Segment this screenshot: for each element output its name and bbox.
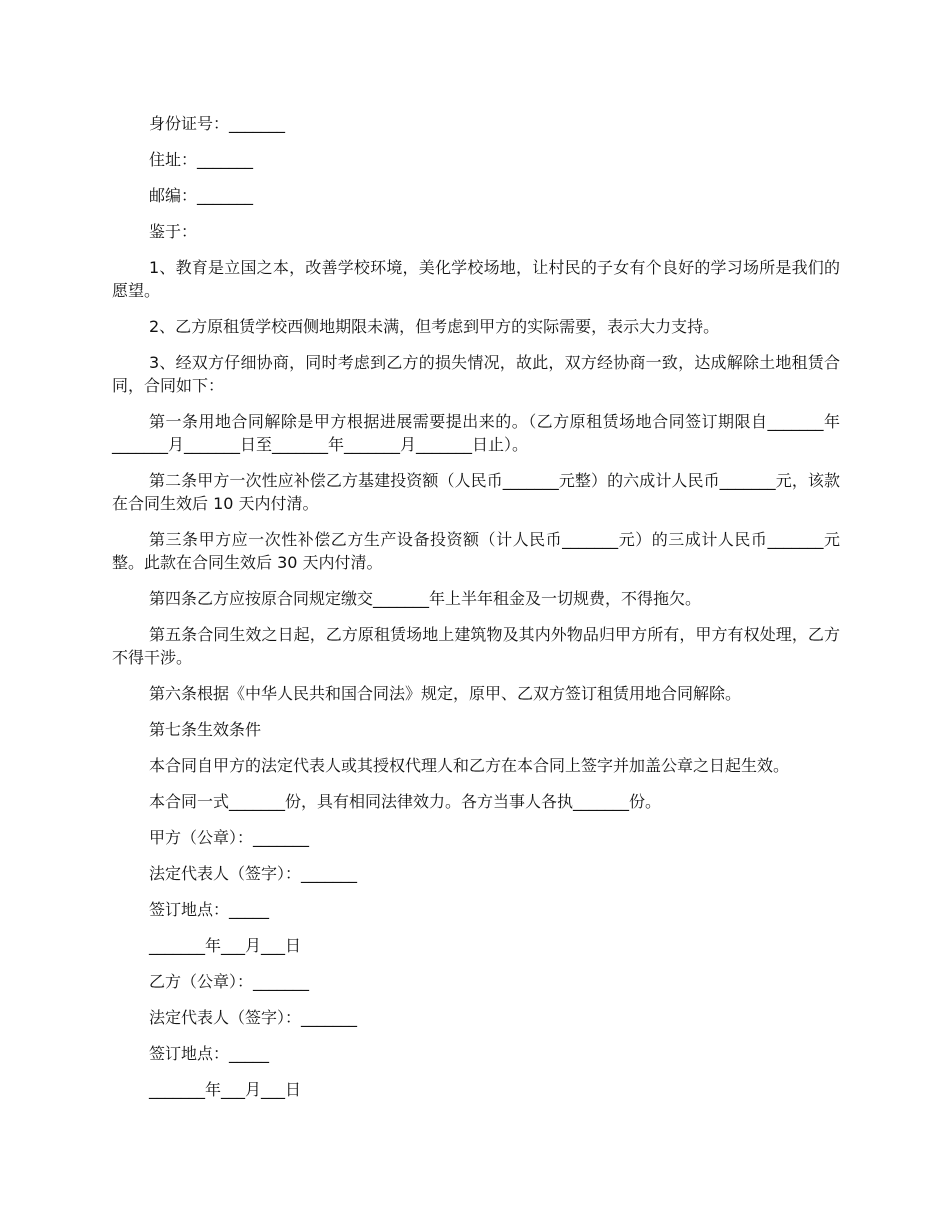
party-a-date-line: _______年___月___日 [149, 936, 302, 955]
article-3: 第三条甲方应一次性补偿乙方生产设备投资额（计人民币_______元）的三成计人民币_______元整。此款在合同生效后 30 天内付清。 [112, 530, 840, 572]
whereas-item-2: 2、乙方原租赁学校西侧地期限未满，但考虑到甲方的实际需要，表示大力支持。 [149, 317, 720, 336]
address-line: 住址：_______ [149, 150, 254, 169]
article-5: 第五条合同生效之日起，乙方原租赁场地上建筑物及其内外物品归甲方所有，甲方有权处理，乙方不得干涉。 [112, 625, 840, 667]
article-7-body: 本合同自甲方的法定代表人或其授权代理人和乙方在本合同上签字并加盖公章之日起生效。 [149, 756, 790, 775]
article-2: 第二条甲方一次性应补偿乙方基建投资额（人民币_______元整）的六成计人民币_______元，该款在合同生效后 10 天内付清。 [112, 471, 840, 513]
party-a-representative-line: 法定代表人（签字）：_______ [149, 864, 358, 883]
article-7-heading: 第七条生效条件 [149, 720, 262, 739]
party-b-signing-place-line: 签订地点：_____ [149, 1044, 270, 1063]
party-a-seal-line: 甲方（公章）：_______ [149, 828, 310, 847]
article-1: 第一条用地合同解除是甲方根据进展需要提出来的。（乙方原租赁场地合同签订期限自_______年_______月_______日至_______年_______月_______日止）。 [112, 412, 840, 454]
whereas-heading: 鉴于： [149, 222, 198, 241]
party-b-seal-line: 乙方（公章）：_______ [149, 972, 310, 991]
party-a-signing-place-line: 签订地点：_____ [149, 900, 270, 919]
whereas-item-3: 3、经双方仔细协商，同时考虑到乙方的损失情况，故此，双方经协商一致，达成解除土地租赁合同，合同如下： [112, 353, 840, 395]
party-b-representative-line: 法定代表人（签字）：_______ [149, 1008, 358, 1027]
party-b-date-line: _______年___月___日 [149, 1080, 302, 1099]
article-6: 第六条根据《中华人民共和国合同法》规定，原甲、乙双方签订租赁用地合同解除。 [149, 684, 742, 703]
article-4: 第四条乙方应按原合同规定缴交_______年上半年租金及一切规费，不得拖欠。 [149, 589, 702, 608]
id-number-line: 身份证号：_______ [149, 114, 286, 133]
document-page [112, 112, 840, 1114]
postcode-line: 邮编：_______ [149, 186, 254, 205]
copies-clause: 本合同一式_______份，具有相同法律效力。各方当事人各执_______份。 [149, 792, 662, 811]
whereas-item-1: 1、教育是立国之本，改善学校环境，美化学校场地，让村民的子女有个良好的学习场所是我们的愿望。 [112, 258, 840, 300]
